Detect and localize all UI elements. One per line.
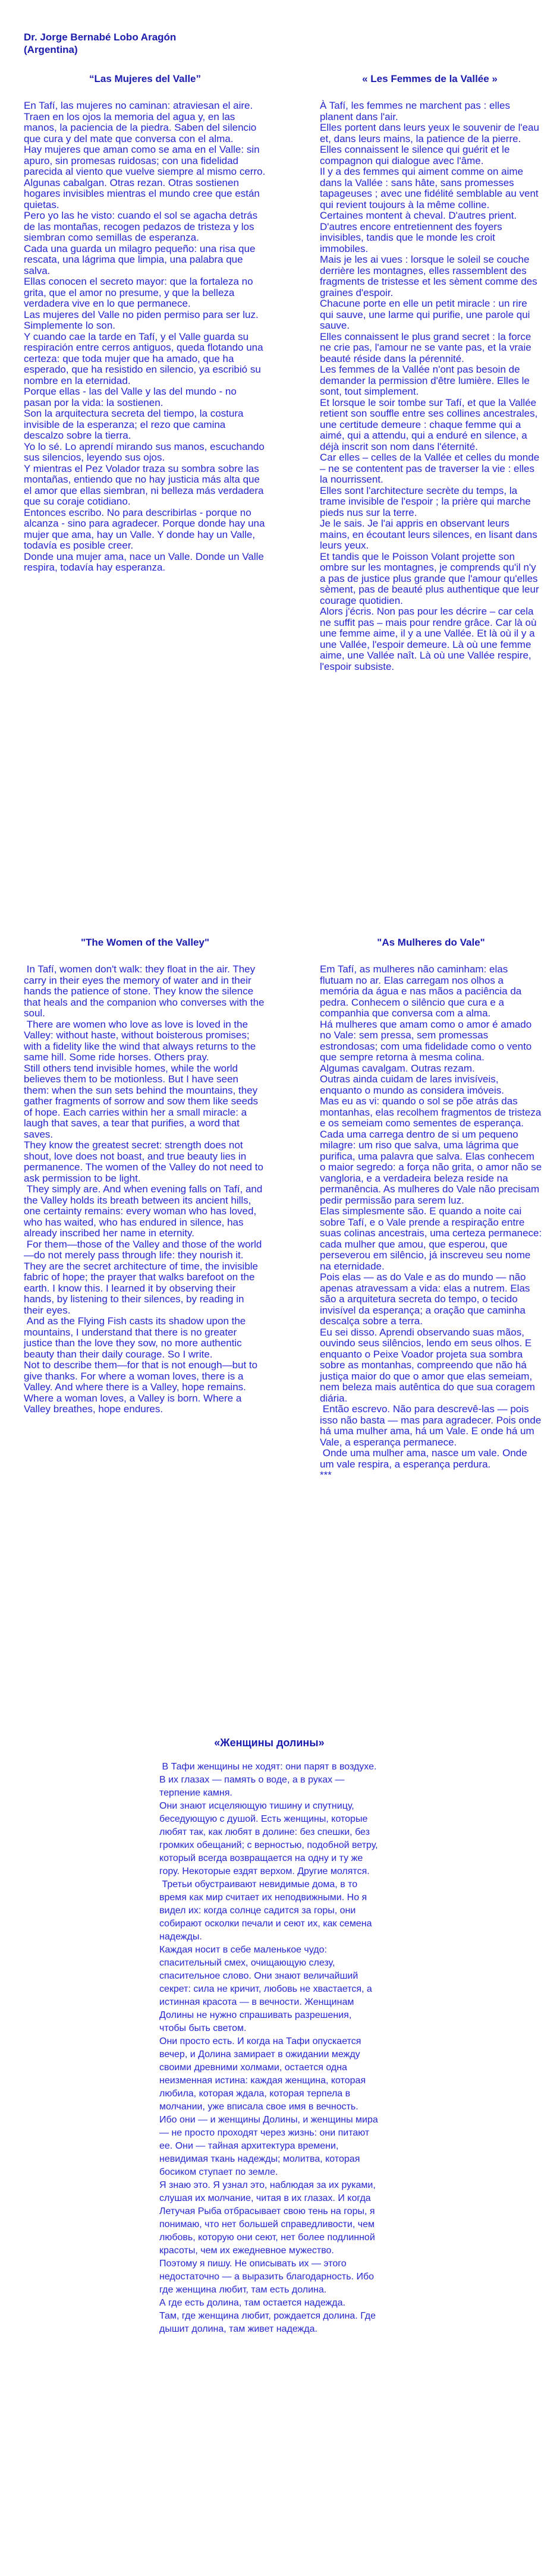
paragraph: Algumas cavalgam. Outras rezam.: [320, 1062, 475, 1074]
paragraph: Porque ellas - las del Valle y las del mundo - no pasan por la vida: la sostienen.: [24, 386, 240, 408]
paragraph: Donde una mujer ama, nace un Valle. Donde un Valle respira, todavía hay esperanza.: [24, 550, 267, 573]
french-text: [320, 100, 540, 672]
paragraph: Las mujeres del Valle no piden permiso para ser luz. Simplemente lo son.: [24, 308, 262, 331]
paragraph: Je le sais. Je l'ai appris en observant leurs mains, en écoutant leurs silences, en lisant dans leurs yeux.: [320, 518, 540, 551]
portuguese-title: "As Mulheres do Vale": [377, 937, 485, 948]
paragraph: Entonces escribo. No para describirlas - porque no alcanza - sino para agradecer. Porque donde hay una mujer que ama, hay un Valle. Y donde hay un Valle, todavía es posible creer.: [24, 506, 268, 551]
paragraph: Il y a des femmes qui aiment comme on aime dans la Vallée : sans hâte, sans promesses tapageuses ; avec une fidélité semblable au vent qui revient toujours à la même colline.: [320, 166, 542, 210]
section-portuguese: [320, 930, 545, 1481]
paragraph: Car elles – celles de la Vallée et celles du monde – ne se contentent pas de traverser la vie : elles la nourrissent.: [320, 452, 542, 485]
paragraph: Pois elas — as do Vale e as do mundo — não apenas atravessam a vida: elas a nutrem. Elas são a arquitetura secreta do tempo, o tecido invisível da esperança; a oração que caminha descalça sobre a terra.: [320, 1271, 533, 1327]
author-block: [24, 31, 176, 56]
paragraph: Há mulheres que amam como o amor é amado no Vale: sem pressa, sem promessas estrondosas; com uma fidelidade como o vento que sempre retorna à mesma colina.: [320, 1018, 534, 1063]
paragraph: Третьи обустраивают невидимые дома, в то время как мир считает их неподвижными. Но я видел их: когда солнце садится за горы, они собирают осколки печали и сеют их, как семена надежды.: [159, 1879, 375, 1942]
paragraph: Elas simplesmente são. E quando a noite cai sobre Tafí, e o Vale prende a respiração entre suas colinas ancestrais, uma certeza permanece: cada mulher que amou, que esperou, que perseverou em silêncio, já inscreveu seu nome na eternidade.: [320, 1205, 545, 1272]
paragraph: Certaines montent à cheval. D'autres prient. D'autres encore entretiennent des foyers invisibles, tandis que le monde les croit immobiles.: [320, 210, 520, 254]
paragraph: Y cuando cae la tarde en Tafí, y el Valle guarda su respiración entre cerros antiguos, queda flotando una certeza: que toda mujer que ha amado, que ha esperado, que ha resistido en silencio, ya escribió su nombre en la eternidad.: [24, 330, 266, 386]
paragraph: Et tandis que le Poisson Volant projette son ombre sur les montagnes, je comprends qu'il n'y a pas de justice plus grande que l'amour qu'elles sèment, pas de beauté plus authentique que leur courage quotidien.: [320, 550, 542, 606]
paragraph: They know the greatest secret: strength does not shout, love does not boast, and true beauty lies in permanence. The women of the Valley do not need to ask permission to be light.: [24, 1139, 266, 1184]
paragraph: Alors j'écris. Non pas pour les décrire – car cela ne suffit pas – mais pour rendre grâce. Car là où une femme aime, il y a une Vallée. Et là où il y a une Vallée, l'espoir demeure. Là où une femme aime, une Vallée naît. Là où une Vallée respire, l'espoir subsiste.: [320, 606, 540, 672]
section-russian: [159, 1727, 379, 2336]
paragraph: Поэтому я пишу. Не описывать их — этого недостаточно — а выразить благодарность. Ибо где женщина любит, там есть долина.: [159, 2259, 377, 2295]
paragraph: And as the Flying Fish casts its shadow upon the mountains, I understand that there is no greater justice than the love they sow, no more authentic beauty than their daily courage. So I write.: [24, 1315, 248, 1360]
paragraph: Elles connaissent le plus grand secret : la force ne crie pas, l'amour ne se vante pas, et la vraie beauté réside dans la pérennité.: [320, 330, 534, 364]
section-spanish: [24, 67, 266, 574]
paragraph: Outras ainda cuidam de lares invisíveis, enquanto o mundo as considera imóveis.: [320, 1073, 504, 1096]
paragraph: Yo lo sé. Lo aprendí mirando sus manos, escuchando sus silencios, leyendo sus ojos.: [24, 440, 268, 463]
section-french: [320, 67, 540, 672]
paragraph: For them—those of the Valley and those of the world—do not merely pass through life: they nourish it.: [24, 1238, 262, 1261]
paragraph: Not to describe them—for that is not enough—but to give thanks. For where a woman loves, there is a Valley. And where there is a Valley, hope remains. Where a woman loves, a Valley is born. Where a Valley breathes, hope endures.: [24, 1359, 260, 1415]
paragraph: There are women who love as love is loved in the Valley: without haste, without boisterous promises; with a fidelity like the wind that always returns to the same hill. Some ride horses. Others pray.: [24, 1018, 259, 1063]
paragraph: They simply are. And when evening falls on Tafí, and the Valley holds its breath between its ancient hills, one certainty remains: every woman who has loved, who has waited, who has endured in silence, has already inscribed her name in eternity.: [24, 1183, 266, 1239]
paragraph: Cada una guarda un milagro pequeño: una risa que rescata, una lágrima que limpia, una palabra que salva.: [24, 243, 259, 276]
paragraph: Mas eu as vi: quando o sol se põe atrás das montanhas, elas recolhem fragmentos de tristeza e os semeiam como sementes de esperança.: [320, 1095, 545, 1129]
paragraph: Они знают исцеляющую тишину и спутницу, беседующую с душой. Есть женщины, которые любят так, как любят в долине: без спешки, без громких обещаний; с верностью, подобной ветру, который всегда возвращается на одну и ту же гору. Некоторые ездят верхом. Другие молятся.: [159, 1801, 381, 1876]
paragraph: Pero yo las he visto: cuando el sol se agacha detrás de las montañas, recogen pedazos de tristeza y los siembran como semillas de esperanza.: [24, 210, 260, 243]
paragraph: Algunas cabalgan. Otras rezan. Otras sostienen hogares invisibles mientras el mundo cree que están quietas.: [24, 177, 263, 210]
paragraph: À Tafí, les femmes ne marchent pas : elles planent dans l'air.: [320, 100, 513, 122]
paragraph: Hay mujeres que aman como se ama en el Valle: sin apuro, sin promesas ruidosas; con una fidelidad parecida al viento que vuelve siempre al mismo cerro.: [24, 144, 266, 177]
paragraph: Там, где женщина любит, рождается долина. Где дышит долина, там живет надежда.: [159, 2311, 379, 2334]
paragraph: В Тафи женщины не ходят: они парят в воздухе. В их глазах — память о воде, а в руках — терпение камня.: [159, 1762, 379, 1798]
paragraph: Elles sont l'architecture secrète du temps, la trame invisible de l'espoir ; la prière qui marche pieds nus sur la terre.: [320, 484, 534, 518]
french-title: « Les Femmes de la Vallée »: [362, 73, 498, 84]
paragraph: Então escrevo. Não para descrevê-las — pois isso não basta — mas para agradecer. Pois onde há uma mulher ama, há um Vale. E onde há um Vale, a esperança permanece.: [320, 1403, 545, 1448]
paragraph: Mais je les ai vues : lorsque le soleil se couche derrière les montagnes, elles rassemblent des fragments de tristesse et les sèment comme des graines d'espoir.: [320, 254, 540, 298]
paragraph: They are the secret architecture of time, the invisible fabric of hope; the prayer that walks barefoot on the earth. I know this. I learned it by observing their hands, by listening to their silences, by reading in their eyes.: [24, 1260, 261, 1316]
paragraph: Ellas conocen el secreto mayor: que la fortaleza no grita, que el amor no presume, y que la belleza verdadera vive en lo que permanece.: [24, 276, 256, 309]
paragraph: Elles portent dans leurs yeux le souvenir de l'eau et, dans leurs mains, la patience de la pierre. Elles connaissent le silence qui guérit et le compagnon qui dialogue avec l'âme.: [320, 122, 542, 166]
paragraph: Они просто есть. И когда на Тафи опускается вечер, и Долина замирает в ожидании между своими древними холмами, остается одна неизменная истина: каждая женщина, которая любила, которая ждала, которая терпела в молчании, уже вписала свое имя в вечность.: [159, 2036, 369, 2112]
paragraph: Les femmes de la Vallée n'ont pas besoin de demander la permission d'être lumière. Elles le sont, tout simplement.: [320, 364, 533, 397]
author-name: Dr. Jorge Bernabé Lobo Aragón: [24, 32, 177, 43]
paragraph: Em Tafí, as mulheres não caminham: elas flutuam no ar. Elas carregam nos olhos a memória da água e nas mãos a paciência da pedra. Conhecem o silêncio que cura e a companhia que conversa com a alma.: [320, 963, 524, 1019]
paragraph: En Tafí, las mujeres no caminan: atraviesan el aire. Traen en los ojos la memoria del agua y, en las manos, la paciencia de la piedra. Saben del silencio que cura y del mate que conversa con el alma.: [24, 100, 259, 144]
paragraph: Y mientras el Pez Volador traza su sombra sobre las montañas, entiendo que no hay justicia más alta que el amor que ellas siembran, ni belleza más verdadera que su coraje cotidiano.: [24, 462, 267, 507]
paragraph: Eu sei disso. Aprendi observando suas mãos, ouvindo seus silêncios, lendo em seus olhos. E enquanto o Peixe Voador projeta sua sombra sobre as montanhas, compreendo que não há justiça maior do que o amor que elas semeiam, nem beleza mais autêntica do que sua coragem diária.: [320, 1326, 538, 1404]
section-english: [24, 930, 266, 1415]
paragraph: А где есть долина, там остается надежда.: [159, 2298, 345, 2308]
paragraph: Still others tend invisible homes, while the world believes them to be motionless. But I have seen them: when the sun sets behind the mountains, they gather fragments of sorrow and sow them like seeds of hope. Each carries within her a small miracle: a laugh that saves, a tear that purifies, a word that saves.: [24, 1062, 261, 1140]
paragraph: Cada uma carrega dentro de si um pequeno milagre: um riso que salva, uma lágrima que purifica, uma palavra que salva. Elas conhecem o maior segredo: a força não grita, o amor não se vangloria, e a verdadeira beleza reside na permanência. As mulheres do Vale não precisam pedir permissão para serem luz.: [320, 1128, 545, 1206]
paragraph: Chacune porte en elle un petit miracle : un rire qui sauve, une larme qui purifie, une parole qui sauve.: [320, 298, 533, 331]
spanish-title: “Las Mujeres del Valle”: [89, 73, 202, 84]
english-title: "The Women of the Valley": [80, 937, 210, 948]
english-text: [24, 964, 266, 1415]
paragraph: Я знаю это. Я узнал это, наблюдая за их руками, слушая их молчание, читая в их глазах. И когда Летучая Рыба отбрасывает свою тень на горы, я понимаю, что нет большей справедливости, чем любовь, которую они сеют, нет более подлинной красоты, чем их ежедневное мужество.: [159, 2180, 379, 2256]
russian-title: «Женщины долины»: [214, 1737, 325, 1749]
paragraph: Каждая носит в себе маленькое чудо: спасительный смех, очищающую слезу, спасительное слово. Они знают величайший секрет: сила не кричит, любовь не хвастается, а истинная красота — в вечности. Женщинам Долины не нужно спрашивать разрешения, чтобы быть светом.: [159, 1945, 375, 2033]
russian-text: [159, 1761, 379, 2336]
paragraph: Son la arquitectura secreta del tiempo, la costura invisible de la esperanza; el rezo que camina descalzo sobre la tierra.: [24, 408, 247, 441]
portuguese-text: [320, 963, 545, 1481]
spanish-text: [24, 100, 266, 574]
paragraph: Et lorsque le soir tombe sur Tafí, et que la Vallée retient son souffle entre ses collines ancestrales, une certitude demeure : chaque femme qui a aimé, qui a attendu, qui a enduré en silence, a déjà inscrit son nom dans l'éternité.: [320, 396, 541, 452]
paragraph: Ибо они — и женщины Долины, и женщины мира — не просто проходят через жизнь: они питают ее. Они — тайная архитектура времени, невидимая ткань надежды; молитва, которая босиком ступает по земле.: [159, 2115, 381, 2177]
paragraph: Onde uma mulher ama, nasce um vale. Onde um vale respira, a esperança perdura.: [320, 1447, 530, 1470]
paragraph: ***: [320, 1469, 332, 1481]
paragraph: In Tafí, women don't walk: they float in the air. They carry in their eyes the memory of water and in their hands the patience of stone. They know the silence that heals and the companion who converses with the soul.: [24, 963, 268, 1019]
author-country: (Argentina): [24, 44, 78, 55]
